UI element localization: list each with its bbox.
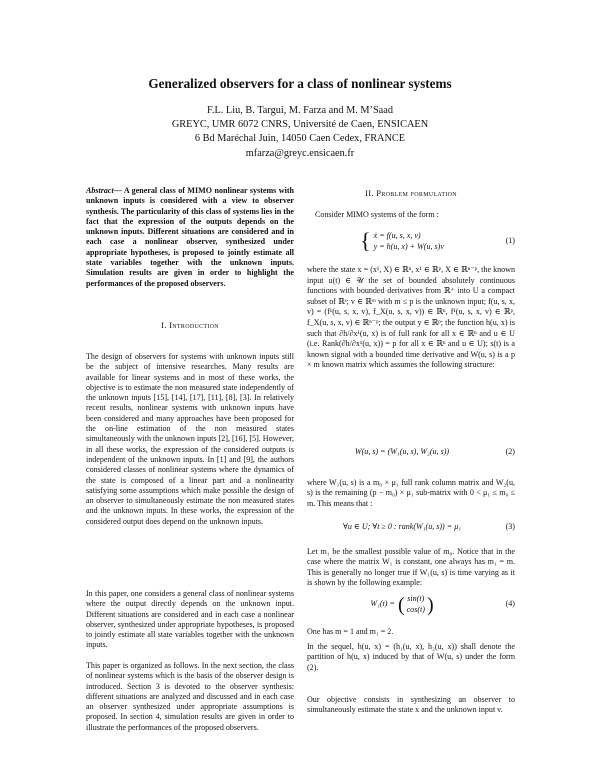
eq4-bottom: cos(t) [406,604,425,614]
where-paragraph-1: where the state x = (x¹, X) ∈ ℝⁿ, x¹ ∈ ℝᵖ, X ∈ ℝⁿ⁻ᵖ, the known input u(t) ∈ 𝒰 the set of bounded absolutely continuous functions with bounded derivatives from ℝ⁺ into U a compact subset of ℝˢ; v ∈ ℝᵐ with m ≤ p is the unknown input; f(u, s, x, v) = (f¹(u, s, x, v), f_X(u, s, x, v)) ∈ ℝⁿ, f¹(u, s, x, v) ∈ ℝᵖ, f_X(u, s, x, v) ∈ ℝⁿ⁻ᵖ; the output y ∈ ℝᵖ; the function h(u, x) is such that ∂h/∂x¹(u, x) is of full rank for all x ∈ ℝⁿ and u ∈ U (i.e. Rank(∂h/∂x¹(u, x)) = p for all x ∈ ℝⁿ and u ∈ U); s(t) is a known signal with a bounded time derivative and W(u, s) is a p × m known matrix which assumes the following structure: [307,265,515,370]
eq3-body: ∀u ∈ U; ∀t ≥ 0 : rank(W₁(u, s)) = μ₁ [342,522,462,531]
eq1-number: (1) [505,235,515,245]
section2-title: Problem formulation [376,188,457,198]
eq4-number: (4) [505,599,515,609]
address: 6 Bd Maréchal Juin, 14050 Caen Cedex, FRANCE [194,133,406,145]
equation-1 [307,230,515,252]
intro-para3: This paper is organized as follows. In the next section, the class of nonlinear systems which is the basis of the observer design is introduced. Section 3 is devoted to the observer synthesis: different situations are analyzed and discussed and in each case an observer synthesized under appropriate assumptions is proposed. In section 4, simulation results are given in order to illustrate the performances of the proposed observers. [86,661,294,732]
right-paren: ) [426,593,434,616]
equation-2 [307,447,515,457]
eq4-top: sin(t) [407,594,425,603]
abstract [86,186,294,289]
eq1-line1: ẋ = f(u, s, x, v) [373,231,421,240]
section2-number: II. [365,188,374,198]
section1-heading [86,320,294,330]
affiliation: GREYC, UMR 6072 CNRS, Université de Caen, ENSICAEN [171,119,429,131]
one-has: One has m = 1 and m₁ = 2. [307,627,394,636]
m1-paragraph: Let m₁ be the smallest possible value of m₀. Notice that in the case where the matrix W₁ is constant, one always has m₁ = m. This is generally no longer true if W₁(u, s) is time varying as it is shown by the following example: [307,547,515,587]
left-brace: { [360,228,371,253]
sequel-paragraph: In the sequel, h(u, x) = (h₁(u, x), h₂(u, x)) shall denote the partition of h(u, x) induced by that of W(u, s) under the form (2). [307,642,515,672]
intro-para2: In this paper, one considers a general class of nonlinear systems where the output directly depends on the unknown input. Different situations are considered and in each case a nonlinear observer, synthesized under appropriate hypotheses, is proposed to jointly estimate all state variables together with the unknown inputs. [86,589,294,650]
section2-intro: Consider MIMO systems of the form : [315,210,439,219]
objective-paragraph: Our objective consists in synthesizing an observer to simultaneously estimate the state x and the unknown input v. [307,695,515,715]
section2-heading [307,188,515,198]
section1-number: I. [161,320,167,330]
equation-4 [307,594,515,615]
eq4-lhs: W₁(t) = [370,599,395,609]
email: mfarza@greyc.ensicaen.fr [245,147,355,159]
equation-3 [307,522,515,532]
intro-para1: The design of observers for systems with unknown inputs still be the subject of intensive researches. Many results are available for linear systems and in most of these works, the objective is to estimate the non measured state independently of the unknown inputs [15], [14], [17], [11], [8], [3]. In relatively recent results, nonlinear systems with unknown inputs have been considered and many approaches have been proposed for the on-line estimation of the non measured states simultaneously with the unknown inputs [2], [16], [5]. However, in all these works, the expression of the considered outputs is independent of the unknown inputs. In [1] and [9], the authors considered classes of nonlinear systems where the dynamics of the state is composed of a linear part and a nonlinearity satisfying some assumptions which make possible the design of an observer to simultaneously estimate the non measured states and the unknown inputs. In these works, the expression of the considered output does depend on the unknown inputs. [86,352,294,526]
left-paren: ( [397,593,405,616]
eq3-number: (3) [505,522,515,531]
where-paragraph-2: where W₁(u, s) is a m₀ × μ₁ full rank column matrix and W₂(u, s) is the remaining (p − m₀) × μ₁ sub-matrix with 0 < μ₁ ≤ m₀ ≤ m. This means that : [307,478,515,508]
abstract-label: Abstract [86,186,114,195]
eq2-number: (2) [505,447,515,456]
paper-title: Generalized observers for a class of nonlinear systems [148,76,452,91]
eq2-body: W(u, s) = (W₁(u, s), W₂(u, s)) [354,447,450,456]
author-block [0,104,600,161]
section1-title: Introduction [169,320,219,330]
eq1-line2: y = h(u, x) + W(u, s)v [373,242,444,251]
authors: F.L. Liu, B. Targui, M. Farza and M. M’Saad [207,105,393,116]
abstract-text: — A general class of MIMO nonlinear systems with unknown inputs is considered with a view to observer synthesis. The particularity of this class of systems lies in the fact that the expression of the outputs depends on the unknown inputs. Different situations are considered and in each case a nonlinear observer, synthesized under appropriate hypotheses, is proposed to jointly estimate all state variables together with the unknown inputs. Simulation results are given in order to highlight the performances of the proposed observers. [86,186,294,288]
